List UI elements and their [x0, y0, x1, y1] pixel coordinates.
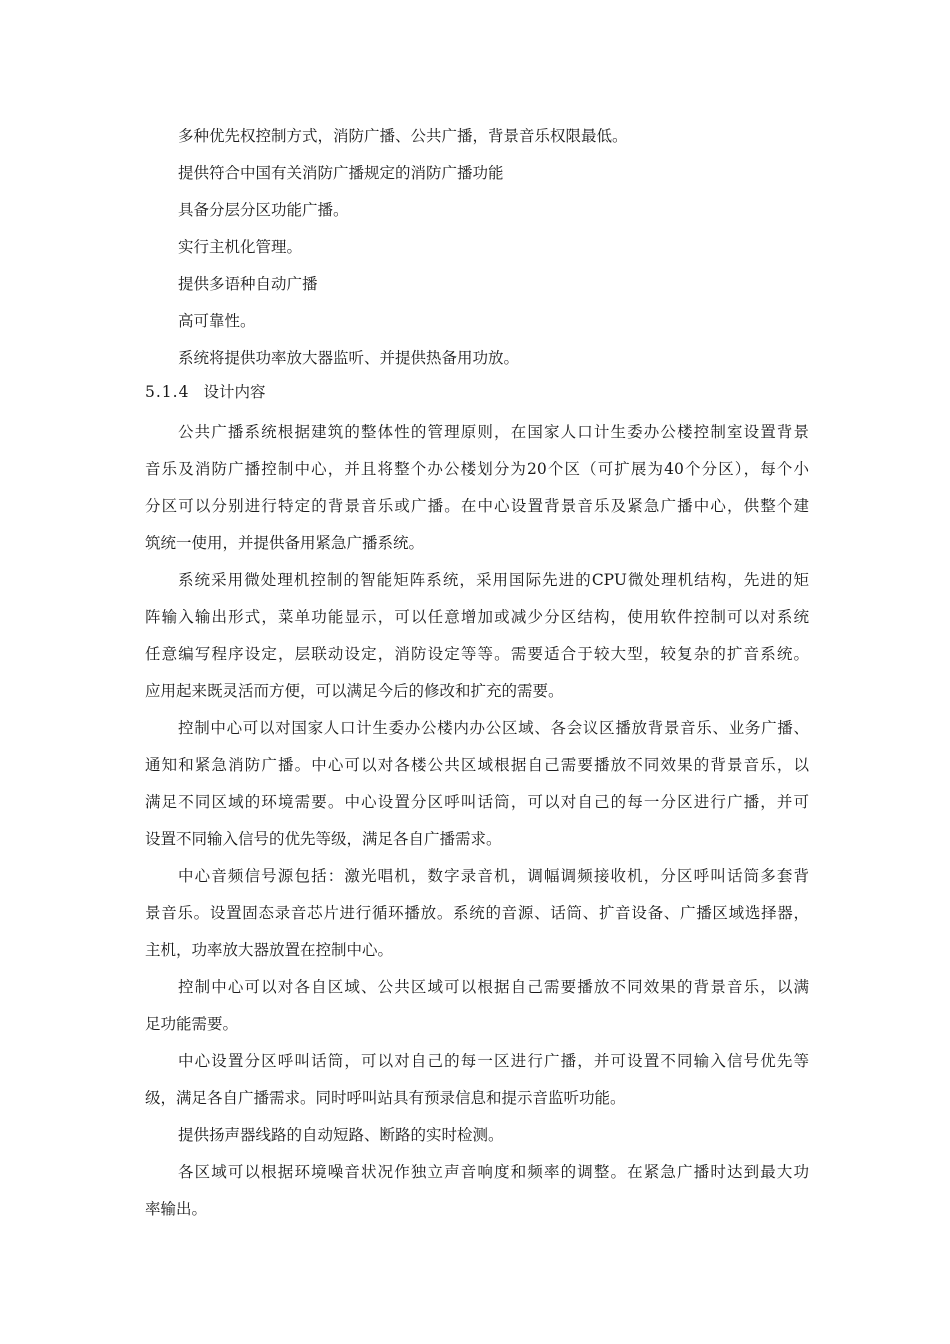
paragraph-line: 任意编写程序设定，层联动设定，消防设定等等。需要适合于较大型，较复杂的扩音系统。 [145, 645, 809, 663]
paragraph-line: 中心设置分区呼叫话筒，可以对自己的每一区进行广播，并可设置不同输入信号优先等 [178, 1052, 809, 1070]
paragraph-line: 阵输入输出形式，菜单功能显示，可以任意增加或减少分区结构，使用软件控制可以对系统 [145, 608, 809, 626]
bullet-line: 多种优先权控制方式，消防广播、公共广播，背景音乐权限最低。 [178, 127, 628, 145]
paragraph-line: 系统采用微处理机控制的智能矩阵系统，采用国际先进的CPU微处理机结构，先进的矩 [178, 571, 809, 589]
paragraph-4 [145, 858, 809, 969]
paragraph-line: 中心音频信号源包括：激光唱机，数字录音机，调幅调频接收机，分区呼叫话筒多套背 [178, 867, 809, 885]
paragraph-2 [145, 562, 809, 710]
paragraph-line: 满足不同区域的环境需要。中心设置分区呼叫话筒，可以对自己的每一分区进行广播，并可 [145, 793, 809, 811]
paragraph-line: 通知和紧急消防广播。中心可以对各楼公共区域根据自己需要播放不同效果的背景音乐，以 [145, 756, 809, 774]
paragraph-line: 级，满足各自广播需求。同时呼叫站具有预录信息和提示音监听功能。 [145, 1089, 626, 1107]
paragraph-line: 提供扬声器线路的自动短路、断路的实时检测。 [178, 1126, 504, 1144]
paragraph-line: 景音乐。设置固态录音芯片进行循环播放。系统的音源、话筒、扩音设备、广播区域选择器， [145, 904, 809, 922]
bullet-line: 实行主机化管理。 [178, 238, 303, 256]
paragraph-line: 各区域可以根据环境噪音状况作独立声音响度和频率的调整。在紧急广播时达到最大功 [178, 1163, 809, 1181]
paragraph-line: 设置不同输入信号的优先等级，满足各自广播需求。 [145, 830, 502, 848]
paragraph-8 [145, 1154, 809, 1228]
paragraph-line: 主机，功率放大器放置在控制中心。 [145, 941, 394, 959]
bullet-line: 提供符合中国有关消防广播规定的消防广播功能 [178, 164, 504, 182]
section-number: 5.1.4 [145, 383, 190, 401]
section-heading [145, 377, 809, 407]
section-title: 设计内容 [203, 383, 266, 401]
paragraph-line: 控制中心可以对国家人口计生委办公楼内办公区域、各会议区播放背景音乐、业务广播、 [178, 719, 809, 737]
bullet-line: 高可靠性。 [178, 312, 256, 330]
paragraph-line: 公共广播系统根据建筑的整体性的管理原则，在国家人口计生委办公楼控制室设置背景 [178, 423, 809, 441]
document-body [145, 118, 809, 1228]
bullet-line: 具备分层分区功能广播。 [178, 201, 349, 219]
paragraph-5 [145, 969, 809, 1043]
paragraph-line: 音乐及消防广播控制中心，并且将整个办公楼划分为20个区（可扩展为40个分区），每个小 [145, 460, 809, 478]
paragraph-line: 率输出。 [145, 1200, 208, 1218]
paragraph-6 [145, 1043, 809, 1117]
bullet-line: 提供多语种自动广播 [178, 275, 318, 293]
paragraph-3 [145, 710, 809, 858]
bullet-line: 系统将提供功率放大器监听、并提供热备用功放。 [178, 349, 520, 367]
paragraph-7 [145, 1117, 809, 1154]
paragraph-line: 筑统一使用，并提供备用紧急广播系统。 [145, 534, 425, 552]
paragraph-line: 足功能需要。 [145, 1015, 239, 1033]
paragraph-line: 分区可以分别进行特定的背景音乐或广播。在中心设置背景音乐及紧急广播中心，供整个建 [145, 497, 809, 515]
paragraph-line: 应用起来既灵活而方便，可以满足今后的修改和扩充的需要。 [145, 682, 564, 700]
paragraph-line: 控制中心可以对各自区域、公共区域可以根据自己需要播放不同效果的背景音乐，以满 [178, 978, 809, 996]
paragraph-1 [145, 414, 809, 562]
